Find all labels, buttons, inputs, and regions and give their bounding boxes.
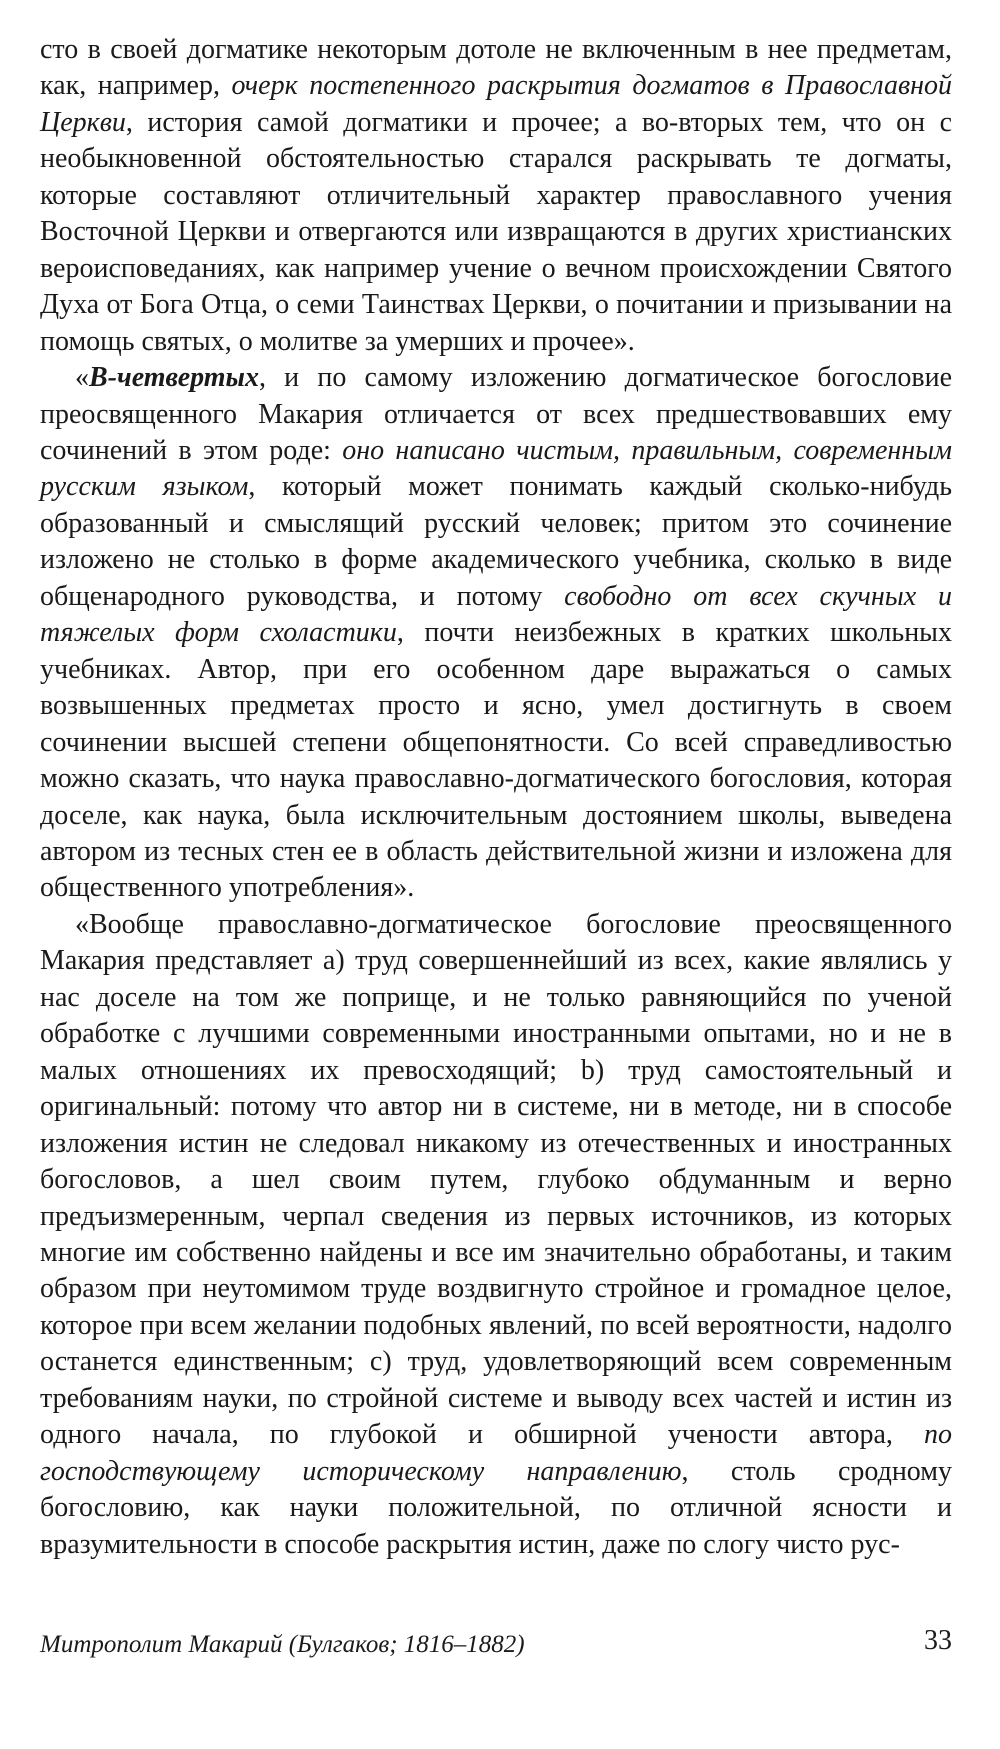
page-number: 33 <box>924 1625 952 1656</box>
paragraph-1 <box>40 32 952 360</box>
text-run: « <box>75 362 89 394</box>
bold-italic-run: В-четвертых <box>89 362 259 394</box>
body-text <box>40 32 952 1563</box>
text-run: , который может понимать каждый сколько-нибудь образованный и смыслящий русский человек; притом это сочинение изложено не столько в форме академического учебника, сколько в виде общенародного руководства, и потому <box>40 471 952 612</box>
italic-run: оно написано чистым, правильным, современным русским языком <box>40 434 952 503</box>
italic-run: очерк постепенного раскрытия догматов в Православной Церкви <box>40 70 953 138</box>
text-run: , история самой догматики и прочее; а во-вторых тем, что он с необыкновенной обстоятельностью старался раскрывать те догматы, которые составляют отличительный характер православного учения Восточной Церкви и отвергаются или извращаются в других христианских вероисповеданиях, как например учение о вечном происхождении Святого Духа от Бога Отца, о семи Таинствах Церкви, о почитании и призывании на помощь святых, о молитве за умерших и прочее». <box>40 106 952 357</box>
running-head: Митрополит Макарий (Булгаков; 1816–1882) <box>40 1631 525 1658</box>
page-footer <box>40 1625 952 1665</box>
paragraph-2 <box>40 360 952 907</box>
italic-run: свободно от всех скучных и тяжелых форм схоластики <box>40 580 952 649</box>
italic-run: по господствующему историческому направлению <box>40 1419 952 1487</box>
text-run: , и по самому изложению догматическое богословие преосвященного Макария отличается от всех предшествовавших ему сочинений в этом роде: <box>40 362 952 466</box>
text-run: сто в своей догматике некоторым дотоле не включенным в нее предметам, как, например, <box>40 34 952 102</box>
paragraph-3 <box>40 907 952 1563</box>
text-run: , столь сродному богословию, как науки положительной, по отличной ясности и вразумительности в способе раскрытия истин, даже по слогу чисто рус- <box>40 1455 952 1560</box>
text-run: , почти неизбежных в кратких школьных учебниках. Автор, при его особенном даре выражаться о самых возвышенных предметах просто и ясно, умел достигнуть в своем сочинении высшей степени общепонятности. Со всей справедливостью можно сказать, что наука православно-догматического богословия, которая доселе, как наука, была исключительным достоянием школы, выведена автором из тесных стен ее в область действительной жизни и изложена для общественного употребления». <box>40 617 952 904</box>
text-run: «Вообще православно-догматическое богословие преосвященного Макария представляет a) труд совершеннейший из всех, какие являлись у нас доселе на том же поприще, и не только равняющийся по ученой обработке с лучшими современными иностранными опытами, но и не в малых отношениях их превосходящий; b) труд самостоятельный и оригинальный: потому что автор ни в системе, ни в методе, ни в способе изложения истин не следовал никакому из отечественных и иностранных богословов, а шел своим путем, глубоко обдуманным и верно предъизмеренным, черпал сведения из первых источников, из которых многие им собственно найдены и все им значительно обработаны, и таким образом при неутомимом труде воздвигнуто стройное и громадное целое, которое при всем желании подобных явлений, по всей вероятности, надолго останется единственным; c) труд, удовлетворяющий всем современным требованиям науки, по стройной системе и выводу всех частей и истин из одного начала, по глубокой и обширной учености автора, <box>40 908 952 1451</box>
